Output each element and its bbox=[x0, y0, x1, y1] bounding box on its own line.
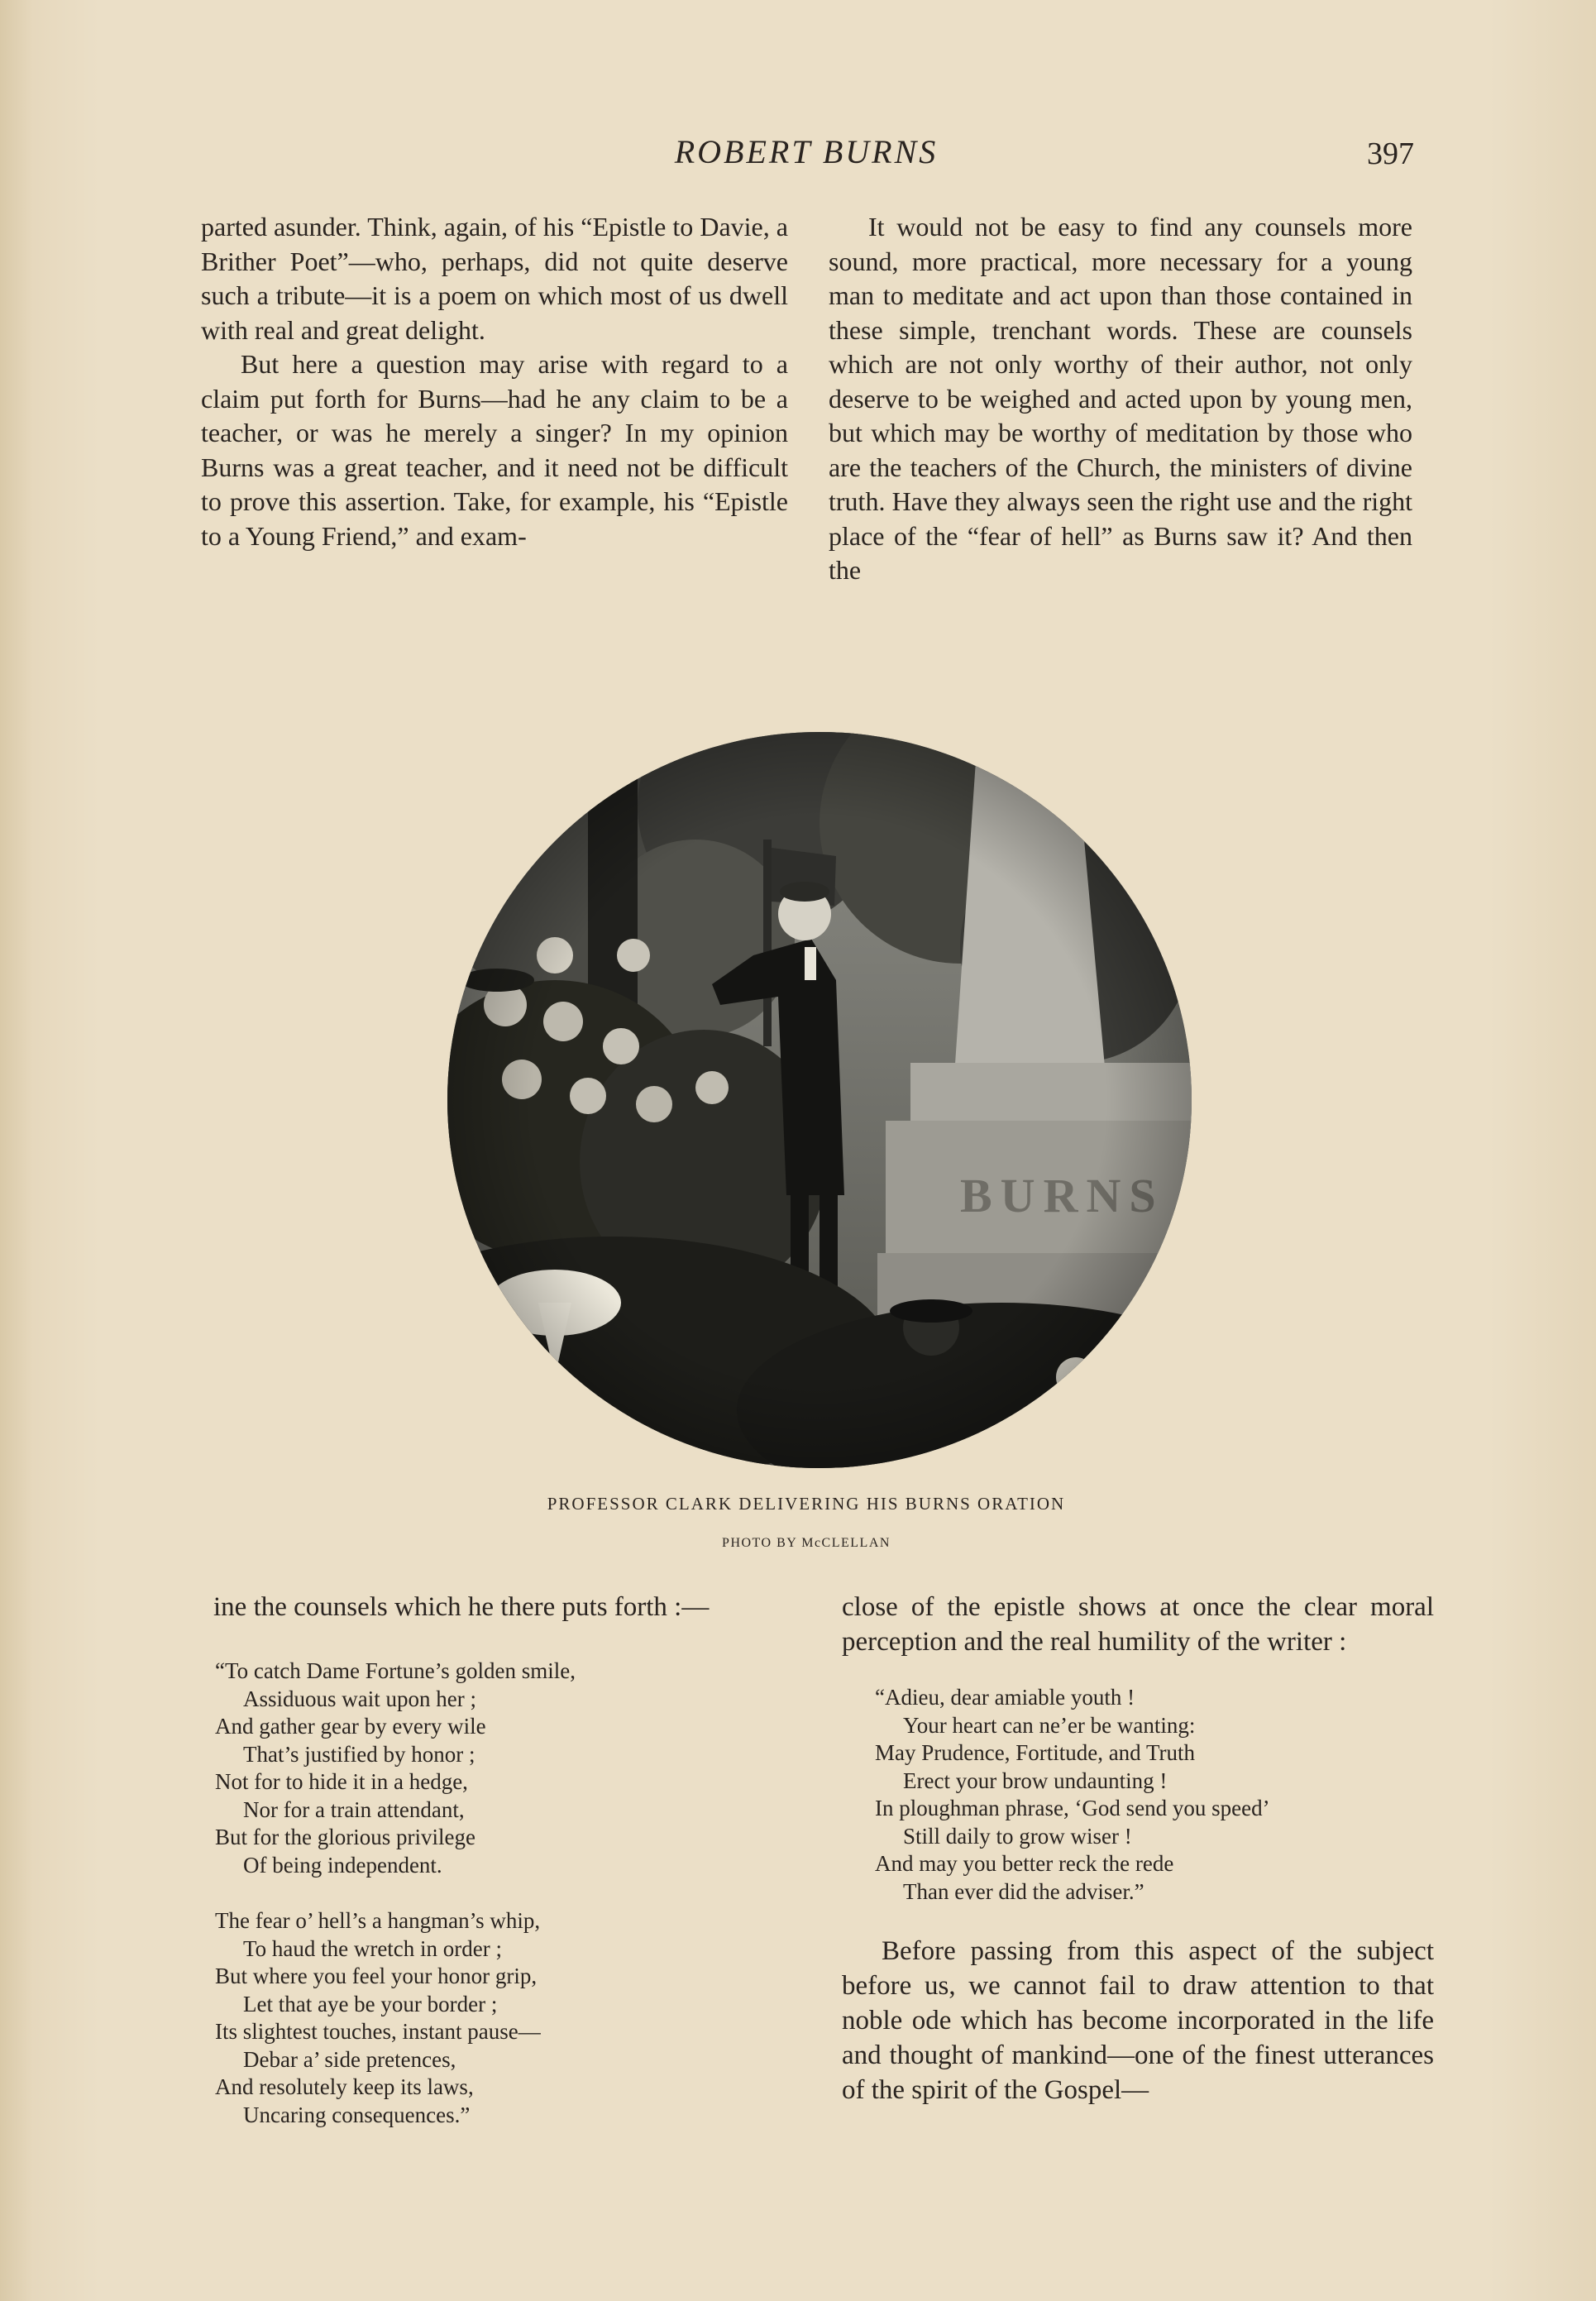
poem-line: And may you better reck the rede bbox=[875, 1851, 1174, 1876]
paragraph: But here a question may arise with regard to a claim put forth for Burns—had he any claim to be a teacher, or was he merely a singer? In my opinion Burns was a great teacher, and it need not be difficult to prove this assertion. Take, for example, his “Epistle to a Young Friend,” and exam- bbox=[201, 349, 788, 551]
paragraph: parted asunder. Think, again, of his “Epistle to Davie, a Brither Poet”—who, perhaps, did not quite deserve such a tribute—it is a poem on which most of us dwell with real and great delight. bbox=[201, 212, 788, 345]
poem-line: In ploughman phrase, ‘God send you speed’ bbox=[875, 1796, 1270, 1820]
oration-photo bbox=[447, 732, 1192, 1468]
poem-line: Let that aye be your border ; bbox=[243, 1991, 498, 2016]
paragraph: Before passing from this aspect of the subject before us, we cannot fail to draw attention to that noble ode which has become incorporated in the life and thought of mankind—one of the finest utterances of the spirit of the Gospel— bbox=[842, 1936, 1434, 2105]
poem-line: But where you feel your honor grip, bbox=[215, 1964, 538, 1988]
photo-circle bbox=[447, 732, 1192, 1468]
poem-line: “To catch Dame Fortune’s golden smile, bbox=[215, 1658, 576, 1683]
photo-caption: PROFESSOR CLARK DELIVERING HIS BURNS ORATION bbox=[547, 1494, 1066, 1514]
poem-line: That’s justified by honor ; bbox=[243, 1741, 475, 1767]
intro-text: ine the counsels which he there puts forth :— bbox=[213, 1592, 710, 1622]
poem-line: To haud the wretch in order ; bbox=[243, 1935, 503, 1961]
poem-line: May Prudence, Fortitude, and Truth bbox=[875, 1740, 1195, 1765]
running-title: ROBERT BURNS bbox=[674, 133, 939, 170]
stanza bbox=[875, 1684, 1434, 1906]
top-right-column bbox=[829, 210, 1412, 588]
poem-line: Your heart can ne’er be wanting: bbox=[903, 1712, 1196, 1738]
poem-line: Than ever did the adviser.” bbox=[903, 1878, 1144, 1904]
poem-line: Of being independent. bbox=[243, 1852, 442, 1878]
poem-line: Nor for a train attendant, bbox=[243, 1796, 465, 1822]
stanza bbox=[215, 1907, 802, 2129]
top-left-column bbox=[201, 210, 788, 553]
poem-line: And gather gear by every wile bbox=[215, 1714, 486, 1739]
poem-line: Still daily to grow wiser ! bbox=[903, 1823, 1132, 1849]
poem-line: Debar a’ side pretences, bbox=[243, 2046, 456, 2072]
poem-line: But for the glorious privilege bbox=[215, 1825, 475, 1849]
poem-line: Assiduous wait upon her ; bbox=[243, 1686, 476, 1711]
poem-epistle bbox=[215, 1658, 802, 2129]
photo-illustration bbox=[447, 732, 1192, 1468]
poem-line: The fear o’ hell’s a hangman’s whip, bbox=[215, 1908, 541, 1933]
poem-line: And resolutely keep its laws, bbox=[215, 2074, 474, 2099]
paragraph: It would not be easy to find any counsels more sound, more practical, more necessary for a young man to meditate and act upon than those contained in these simple, trenchant words. These are counsels which are not only worthy of their author, not only deserve to be weighed and acted upon by young men, but which may be worthy of meditation by those who are the teachers of the Church, the ministers of divine truth. Have they always seen the right use and the right place of the “fear of hell” as Burns saw it? And then the bbox=[829, 212, 1412, 585]
poem-line: “Adieu, dear amiable youth ! bbox=[875, 1685, 1135, 1710]
poem-line: Uncaring consequences.” bbox=[243, 2102, 471, 2127]
bottom-right-column bbox=[842, 1590, 1434, 2107]
poem-line: Erect your brow undaunting ! bbox=[903, 1768, 1168, 1793]
poem-line: Its slightest touches, instant pause— bbox=[215, 2019, 541, 2044]
bottom-left-column bbox=[213, 1590, 802, 2157]
poem-line: Not for to hide it in a hedge, bbox=[215, 1769, 468, 1794]
intro-text: close of the epistle shows at once the clear moral perception and the real humility of the writer : bbox=[842, 1592, 1434, 1657]
stanza bbox=[215, 1658, 802, 1879]
page-number: 397 bbox=[1367, 136, 1414, 171]
poem-adieu bbox=[875, 1684, 1434, 1906]
photo-credit: PHOTO BY McCLELLAN bbox=[722, 1536, 891, 1550]
running-head bbox=[198, 132, 1414, 182]
